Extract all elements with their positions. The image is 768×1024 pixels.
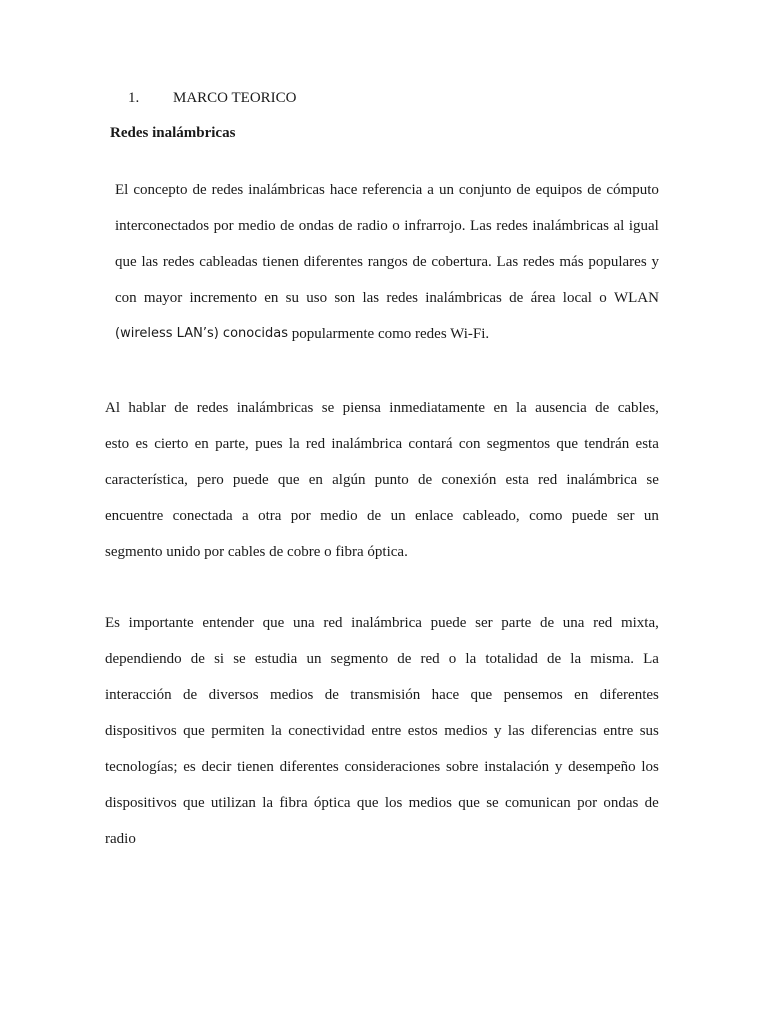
paragraph-line: Es importante entender que una red inalámbrica puede ser parte de una red mixta,	[105, 615, 659, 631]
paragraph-inline-text: popularmente como redes Wi-Fi.	[287, 326, 490, 342]
section-heading	[128, 88, 297, 108]
paragraph-line: encuentre conectada a otra por medio de un enlace cableado, como puede ser un	[105, 508, 659, 524]
paragraph-line: interacción de diversos medios de transmisión hace que pensemos en diferentes	[105, 687, 659, 703]
paragraph-line-last: segmento unido por cables de cobre o fibra óptica.	[105, 544, 408, 560]
paragraph-line: que las redes cableadas tienen diferentes rangos de cobertura. Las redes más populares y	[115, 254, 659, 270]
paragraph-line: tecnologías; es decir tienen diferentes consideraciones sobre instalación y desempeño los	[105, 759, 659, 775]
paragraph-line-last: radio	[105, 831, 136, 847]
paragraph-line-last	[115, 316, 659, 352]
paragraph-2	[105, 390, 659, 570]
heading-number: 1.	[128, 90, 140, 106]
paragraph-1	[115, 172, 659, 352]
paragraph-line: esto es cierto en parte, pues la red inalámbrica contará con segmentos que tendrán esta	[105, 436, 659, 452]
paragraph-line: dispositivos que permiten la conectividad entre estos medios y las diferencias entre sus	[105, 723, 659, 739]
paragraph-line: dispositivos que utilizan la fibra óptica que los medios que se comunican por ondas de	[105, 795, 659, 811]
paragraph-line: dependiendo de si se estudia un segmento de red o la totalidad de la misma. La	[105, 651, 659, 667]
heading-title: MARCO TEORICO	[173, 90, 297, 106]
paragraph-line: interconectados por medio de ondas de radio o infrarrojo. Las redes inalámbricas al igual	[115, 218, 659, 234]
paragraph-line: característica, pero puede que en algún punto de conexión esta red inalámbrica se	[105, 472, 659, 488]
subsection-title: Redes inalámbricas	[110, 125, 236, 141]
paragraph-3	[105, 605, 659, 857]
paragraph-line: con mayor incremento en su uso son las redes inalámbricas de área local o WLAN	[115, 290, 659, 306]
paragraph-line: Al hablar de redes inalámbricas se piensa inmediatamente en la ausencia de cables,	[105, 400, 659, 416]
paragraph-inline-sans-text: (wireless LAN’s) conocidas	[115, 326, 288, 341]
paragraph-line: El concepto de redes inalámbricas hace referencia a un conjunto de equipos de cómputo	[115, 182, 659, 198]
